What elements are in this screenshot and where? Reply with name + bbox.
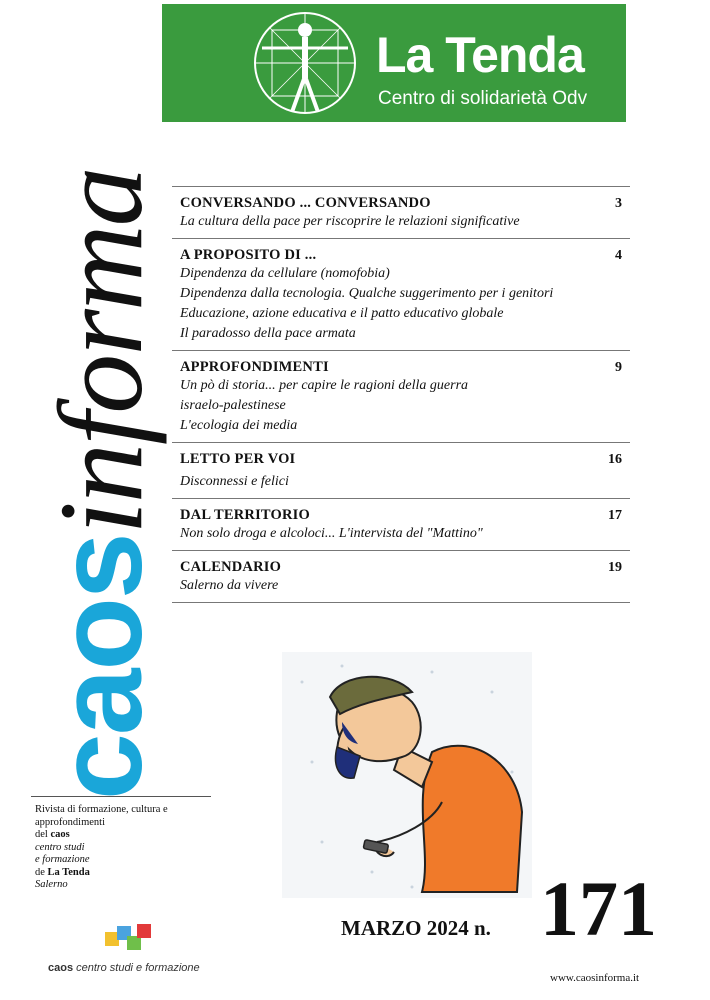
toc-page-number: 4 — [615, 248, 622, 263]
toc-item: Non solo droga e alcoloci... L'intervista del "Mattino" — [180, 526, 483, 541]
logo-title: La Tenda — [376, 27, 584, 83]
colophon-line — [35, 829, 215, 842]
toc-item: Salerno da vivere — [180, 578, 279, 593]
colophon-line — [35, 867, 215, 880]
toc-heading: CALENDARIO — [180, 559, 282, 575]
toc-section — [172, 238, 630, 350]
masthead-title — [33, 168, 167, 800]
toc-page-number: 16 — [608, 452, 622, 467]
toc-page-number: 17 — [608, 508, 622, 523]
caos-logo-text — [48, 962, 200, 974]
toc-page-number: 9 — [615, 360, 622, 375]
table-of-contents — [172, 186, 630, 603]
vitruvian-man-icon — [250, 8, 360, 118]
toc-item: Dipendenza dalla tecnologia. Qualche suggerimento per i genitori — [180, 286, 554, 301]
colophon — [35, 804, 215, 892]
toc-section — [172, 550, 630, 603]
masthead-informa: informa — [34, 168, 167, 535]
website-url: www.caosinforma.it — [550, 972, 640, 984]
cartoon-man-with-phone-illustration — [282, 652, 532, 898]
masthead-caos: caos — [33, 534, 167, 800]
toc-section — [172, 498, 630, 550]
colophon-bold: La Tenda — [47, 866, 90, 878]
puzzle-pieces-icon — [103, 922, 155, 956]
colophon-line: Salerno — [35, 879, 68, 890]
colophon-divider — [31, 796, 211, 797]
toc-heading: LETTO PER VOI — [180, 451, 296, 467]
toc-item: israelo-palestinese — [180, 398, 286, 413]
colophon-line: e formazione — [35, 854, 90, 865]
colophon-text: de — [35, 866, 45, 878]
la-tenda-logo-banner — [162, 4, 626, 122]
toc-heading: APPROFONDIMENTI — [180, 359, 329, 375]
colophon-line: Rivista di formazione, cultura e — [35, 804, 168, 815]
toc-item: Educazione, azione educativa e il patto educativo globale — [180, 306, 504, 321]
toc-heading: A PROPOSITO DI ... — [180, 247, 317, 263]
colophon-line: centro studi — [35, 841, 85, 853]
toc-item: L'ecologia dei media — [180, 418, 298, 433]
toc-heading: CONVERSANDO ... CONVERSANDO — [180, 195, 431, 211]
logo-subtitle: Centro di solidarietà Odv — [378, 88, 588, 109]
toc-section — [172, 350, 630, 442]
issue-label: MARZO 2024 n. — [341, 916, 491, 940]
toc-item: Dipendenza da cellulare (nomofobia) — [180, 266, 390, 281]
toc-item: Disconnessi e felici — [180, 474, 289, 489]
caos-logo-rest: centro studi e formazione — [76, 962, 200, 974]
toc-section — [172, 186, 630, 238]
toc-item: La cultura della pace per riscoprire le relazioni significative — [180, 214, 520, 229]
toc-section — [172, 442, 630, 498]
colophon-bold: caos — [50, 829, 70, 840]
toc-item: Un pò di storia... per capire le ragioni della guerra — [180, 378, 469, 393]
toc-item: Il paradosso della pace armata — [180, 326, 356, 341]
toc-page-number: 19 — [608, 560, 622, 575]
caos-logo-bold: caos — [48, 962, 74, 974]
colophon-text: del — [35, 829, 48, 840]
toc-heading: DAL TERRITORIO — [180, 507, 310, 523]
toc-page-number: 3 — [615, 196, 622, 211]
issue-number: 171 — [540, 865, 657, 952]
colophon-line: approfondimenti — [35, 816, 105, 828]
